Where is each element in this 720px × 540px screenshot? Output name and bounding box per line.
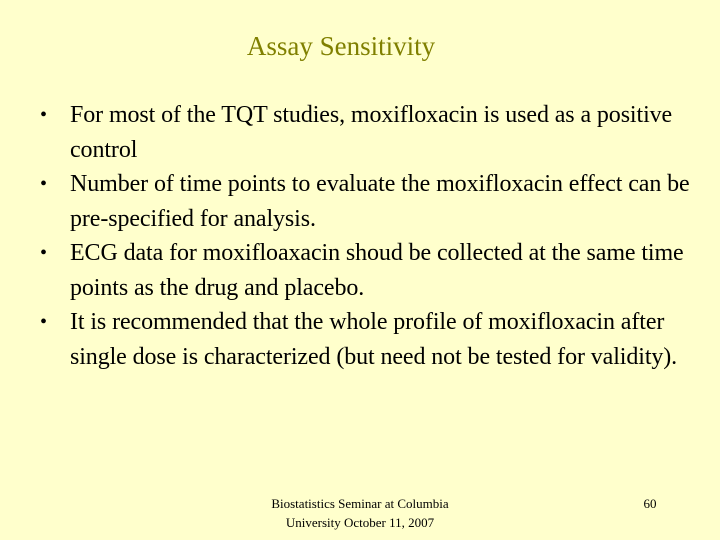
bullet-text: For most of the TQT studies, moxifloxacin is used as a positive control [70,102,673,163]
bullet-icon: • [40,311,47,333]
bullet-icon: • [40,104,47,126]
bullet-text: ECG data for moxifloaxacin shoud be collected at the same time points as the drug and placebo. [70,240,684,301]
slide-footer [250,494,470,532]
bullet-item [40,98,700,167]
footer-line-2: University October 11, 2007 [285,515,435,530]
bullet-icon: • [40,173,47,195]
bullet-icon: • [40,242,47,264]
page-number: 60 [643,496,657,511]
bullet-text: Number of time points to evaluate the moxifloxacin effect can be pre-specified for analysis. [70,171,690,232]
bullet-text: It is recommended that the whole profile of moxifloxacin after single dose is characterized (but need not be tested for validity). [70,309,678,370]
slide-title: Assay Sensitivity [246,31,436,61]
bullet-item [40,236,700,305]
bullet-list [40,98,700,374]
bullet-item [40,305,700,374]
bullet-item [40,167,700,236]
footer-line-1: Biostatistics Seminar at Columbia [271,496,449,511]
